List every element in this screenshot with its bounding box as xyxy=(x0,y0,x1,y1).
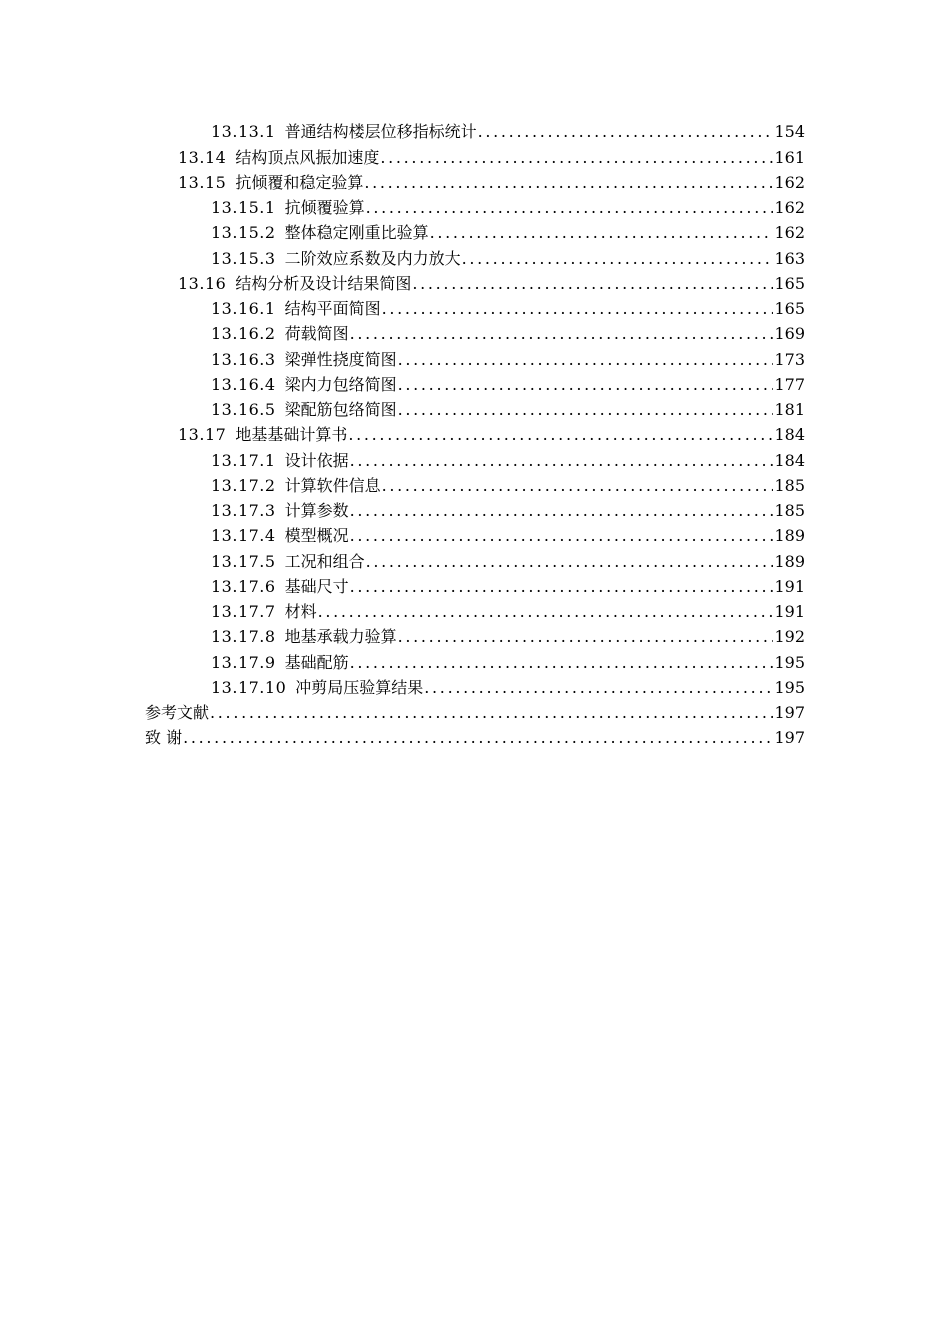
toc-entry-title: 整体稳定刚重比验算 xyxy=(284,223,429,243)
toc-entry-title: 地基基础计算书 xyxy=(235,425,348,445)
toc-dot-leader xyxy=(462,249,774,269)
toc-dot-leader xyxy=(350,501,774,521)
toc-entry-page-number: 181 xyxy=(774,400,805,419)
toc-dot-leader xyxy=(364,173,773,193)
toc-entry-page-number: 197 xyxy=(774,728,805,748)
toc-entry-page-number: 195 xyxy=(774,677,805,697)
toc-entry-title: 工况和组合 xyxy=(284,551,365,571)
toc-dot-leader xyxy=(398,350,774,370)
toc-entry-title: 计算软件信息 xyxy=(284,475,381,495)
toc-entry-title: 普通结构楼层位移指标统计 xyxy=(284,122,477,142)
toc-entry-number: 13.16.5 xyxy=(211,400,276,419)
toc-entry[interactable] xyxy=(145,445,805,470)
toc-entry[interactable] xyxy=(145,622,805,647)
toc-entry-number: 13.15.3 xyxy=(211,248,276,268)
toc-dot-leader xyxy=(183,728,773,748)
toc-dot-leader xyxy=(382,476,774,496)
toc-entry-title: 结构平面简图 xyxy=(284,299,381,318)
toc-entry-page-number: 184 xyxy=(774,425,805,445)
toc-entry-page-number: 191 xyxy=(774,576,805,596)
toc-entry[interactable] xyxy=(145,496,805,521)
toc-entry-page-number: 163 xyxy=(774,248,805,268)
toc-dot-leader xyxy=(350,324,774,344)
toc-dot-leader xyxy=(348,425,773,445)
toc-entry-title: 荷载简图 xyxy=(284,324,349,344)
toc-entry-number: 13.15.2 xyxy=(211,223,276,243)
toc-dot-leader xyxy=(398,400,774,420)
toc-entry-page-number: 192 xyxy=(774,627,805,647)
toc-entry-title: 致 谢 xyxy=(145,728,183,748)
toc-entry-page-number: 161 xyxy=(774,147,805,167)
toc-entry-title: 地基承载力验算 xyxy=(284,627,397,647)
toc-entry-number: 13.17.8 xyxy=(211,627,276,647)
toc-entry-page-number: 177 xyxy=(774,374,805,394)
toc-entry[interactable] xyxy=(145,597,805,622)
toc-entry-title: 参考文献 xyxy=(145,703,210,722)
toc-entry-number: 13.16.2 xyxy=(211,324,276,344)
toc-entry-number: 13.17.5 xyxy=(211,551,276,571)
toc-entry[interactable] xyxy=(145,521,805,546)
toc-entry-title: 梁配筋包络简图 xyxy=(284,400,397,419)
toc-entry-page-number: 185 xyxy=(774,475,805,495)
toc-entry-number: 13.17 xyxy=(178,425,227,445)
toc-entry[interactable] xyxy=(145,243,805,268)
toc-entry-page-number: 173 xyxy=(774,349,805,369)
toc-entry[interactable] xyxy=(145,572,805,597)
toc-entry[interactable] xyxy=(145,319,805,344)
toc-entry-page-number: 189 xyxy=(774,526,805,546)
toc-entry-title: 结构顶点风振加速度 xyxy=(235,147,380,167)
toc-entry[interactable] xyxy=(145,673,805,698)
toc-dot-leader xyxy=(478,122,774,142)
toc-entry-title: 计算参数 xyxy=(284,501,349,520)
toc-entry-number: 13.16.4 xyxy=(211,374,276,394)
toc-dot-leader xyxy=(380,148,773,168)
toc-entry-number: 13.16.3 xyxy=(211,349,276,369)
toc-entry-title: 基础尺寸 xyxy=(284,576,349,596)
toc-entry[interactable] xyxy=(145,647,805,672)
toc-entry-page-number: 184 xyxy=(774,450,805,470)
toc-entry[interactable] xyxy=(145,218,805,243)
toc-dot-leader xyxy=(350,577,774,597)
toc-entry-title: 抗倾覆验算 xyxy=(284,198,365,217)
toc-entry-number: 13.17.6 xyxy=(211,576,276,596)
toc-entry-page-number: 165 xyxy=(774,299,805,318)
toc-entry[interactable] xyxy=(145,370,805,395)
toc-entry-title: 梁内力包络简图 xyxy=(284,374,397,394)
toc-entry[interactable] xyxy=(145,269,805,294)
toc-entry-number: 13.17.7 xyxy=(211,602,276,621)
toc-dot-leader xyxy=(350,653,774,673)
toc-entry-page-number: 191 xyxy=(774,602,805,621)
toc-entry-page-number: 162 xyxy=(774,223,805,243)
toc-entry-number: 13.17.9 xyxy=(211,652,276,672)
toc-entry[interactable] xyxy=(145,698,805,723)
toc-entry-number: 13.15.1 xyxy=(211,198,276,217)
toc-entry-title: 材料 xyxy=(284,602,317,621)
toc-entry-title: 基础配筋 xyxy=(284,652,349,672)
toc-entry-page-number: 195 xyxy=(774,652,805,672)
toc-dot-leader xyxy=(366,552,774,572)
toc-dot-leader xyxy=(382,299,774,319)
toc-dot-leader xyxy=(350,451,774,471)
toc-entry-number: 13.16.1 xyxy=(211,299,276,318)
toc-entry-number: 13.17.1 xyxy=(211,450,276,470)
toc-dot-leader xyxy=(318,602,774,622)
toc-entry-page-number: 185 xyxy=(774,501,805,520)
toc-entry-number: 13.17.2 xyxy=(211,475,276,495)
toc-dot-leader xyxy=(424,678,773,698)
toc-entry[interactable] xyxy=(145,420,805,445)
toc-entry[interactable] xyxy=(145,117,805,142)
toc-entry-number: 13.17.10 xyxy=(211,677,287,697)
toc-dot-leader xyxy=(430,223,774,243)
toc-entry[interactable] xyxy=(145,142,805,167)
toc-dot-leader xyxy=(366,198,774,218)
toc-entry-title: 二阶效应系数及内力放大 xyxy=(284,248,461,268)
toc-entry-page-number: 162 xyxy=(774,172,805,192)
toc-dot-leader xyxy=(350,526,774,546)
table-of-contents xyxy=(145,117,805,748)
toc-dot-leader xyxy=(398,627,774,647)
toc-entry-title: 梁弹性挠度简图 xyxy=(284,349,397,369)
toc-entry-page-number: 197 xyxy=(774,703,805,722)
toc-entry-number: 13.17.3 xyxy=(211,501,276,520)
toc-entry[interactable] xyxy=(145,168,805,193)
toc-dot-leader xyxy=(412,274,773,294)
toc-entry[interactable] xyxy=(145,395,805,420)
toc-entry-page-number: 154 xyxy=(774,122,805,142)
toc-entry[interactable] xyxy=(145,723,805,748)
toc-entry-number: 13.16 xyxy=(178,273,227,293)
toc-entry-page-number: 189 xyxy=(774,551,805,571)
toc-entry[interactable] xyxy=(145,546,805,571)
toc-entry-number: 13.14 xyxy=(178,147,227,167)
toc-entry[interactable] xyxy=(145,344,805,369)
toc-entry-number: 13.15 xyxy=(178,172,227,192)
toc-entry-title: 设计依据 xyxy=(284,450,349,470)
toc-entry-title: 抗倾覆和稳定验算 xyxy=(235,172,364,192)
toc-entry-number: 13.17.4 xyxy=(211,526,276,546)
toc-dot-leader xyxy=(210,703,773,723)
toc-entry-page-number: 169 xyxy=(774,324,805,344)
toc-entry-page-number: 162 xyxy=(774,198,805,217)
toc-dot-leader xyxy=(398,375,774,395)
toc-entry-number: 13.13.1 xyxy=(211,122,276,142)
toc-entry[interactable] xyxy=(145,471,805,496)
toc-entry-title: 模型概况 xyxy=(284,526,349,546)
toc-entry[interactable] xyxy=(145,294,805,319)
toc-entry-title: 冲剪局压验算结果 xyxy=(295,677,424,697)
toc-entry-page-number: 165 xyxy=(774,273,805,293)
toc-entry[interactable] xyxy=(145,193,805,218)
toc-entry-title: 结构分析及设计结果简图 xyxy=(235,273,412,293)
